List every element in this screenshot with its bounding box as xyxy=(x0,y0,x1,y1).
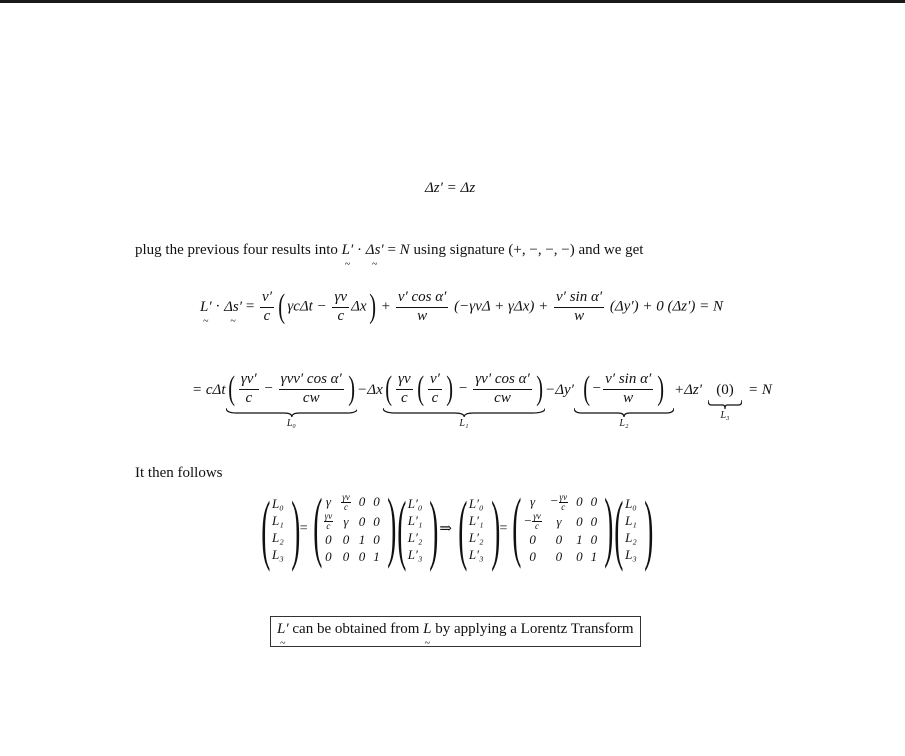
it-then-follows: It then follows xyxy=(135,465,223,481)
equation-expanded: L′ ~ · Δs′ ~ = $\frac{v'}{c}$ ( γcΔt − $\frac{\gamma v}{c}$ Δx) + $\frac{\text{v′ cos α′}}{w}$ (−γvΔ + γΔx) + $\frac{\text{v′ sin α′}}{w}$ (Δy′) + 0 (Δz′) = N xyxy=(200,290,723,325)
inverse-lorentz-matrix: ( γ − $\frac{\gamma v}{c}$ 0 0 − $\frac{\gamma v}{c}$ γ 0 0 0 0 1 0 0 0 0 1 ) xyxy=(512,482,614,569)
implies-arrow: ⇒ xyxy=(439,521,452,538)
ds-prime-symbol: Δs′ ~ xyxy=(366,242,384,259)
vector-L: ( L₀ L₁ L₂ L₃ ) xyxy=(261,484,301,572)
equation-grouped: = cΔt ( $\frac{\gamma v'}{c}$ − $\frac{\text{γvv′ cos α′}}{cw}$ ) L₀ −Δx ( $\frac{\gamma v}{c}$ ( $\frac{v'}{c}$ ) − $\frac{\text{γv′ cos α′}}{cw}$ ) L₁ −Δy′ ( − $\frac{\text{v′ sin α′}}{w}$ ) L₂ +Δz′ (0) L₃ = N xyxy=(192,370,772,429)
conclusion-box: L′ ~ can be obtained from L ~ by applying a Lorentz Transform xyxy=(270,616,641,647)
frac-v-over-c: $\frac{v'}{c}$ xyxy=(262,289,272,324)
vector-L-2: ( L₀ L₁ L₂ L₃ ) xyxy=(614,484,654,572)
lorentz-matrix: ( γ $\frac{\gamma v}{c}$ 0 0 $\frac{\gamma v}{c}$ γ 0 0 0 0 1 0 0 0 0 1 ) xyxy=(312,482,397,569)
matrix-equation: ( L₀ L₁ L₂ L₃ ) = ( γ $\frac{\gamma v}{c}$ 0 0 $\frac{\gamma v}{c}$ γ 0 0 0 0 1 0 0 0 0 1 ) ( L′₀ L′₁ L′₂ L′₃ ) ⇒ ( L′₀ L′₁ L′₂ L′₃ ) = ( γ − $\frac{\gamma v}{c}$ 0 0 − $\frac{\gamma v}{c}$ γ 0 0 0 0 1 0 0 0 0 1 ) ( L₀ L₁ L₂ L₃ ) xyxy=(258,492,651,565)
frac-gv-over-c: $\frac{\gamma v}{c}$ xyxy=(334,289,348,324)
frac-vsin-over-w: $\frac{\text{v′ sin α′}}{w}$ xyxy=(556,289,603,324)
group-L0: ( $\frac{\gamma v'}{c}$ − $\frac{\text{γvv′ cos α′}}{cw}$ ) L₀ xyxy=(226,372,358,429)
plug-text-line: plug the previous four results into L′ ~ · Δs′ ~ = N using signature (+, −, −, −) and we get xyxy=(135,242,643,259)
group-L1: ( $\frac{\gamma v}{c}$ ( $\frac{v'}{c}$ ) − $\frac{\text{γv′ cos α′}}{cw}$ ) L₁ xyxy=(383,372,545,429)
group-L3: (0) L₃ xyxy=(708,382,742,421)
top-border xyxy=(0,0,905,3)
equation-dz: Δz′ = Δz xyxy=(425,180,476,196)
vector-L-prime: ( L′₀ L′₁ L′₂ L′₃ ) xyxy=(397,484,439,572)
plug-text-using: using signature (+, −, −, −) and we get xyxy=(409,242,644,258)
L-prime-symbol: L′ ~ xyxy=(342,242,354,259)
plug-text-before: plug the previous four results into xyxy=(135,242,342,258)
group-L2: ( − $\frac{\text{v′ sin α′}}{w}$ ) L₂ xyxy=(574,372,674,429)
frac-vcos-over-w: $\frac{\text{v′ cos α′}}{w}$ xyxy=(397,289,447,324)
vector-L-prime-2: ( L′₀ L′₁ L′₂ L′₃ ) xyxy=(458,484,500,572)
